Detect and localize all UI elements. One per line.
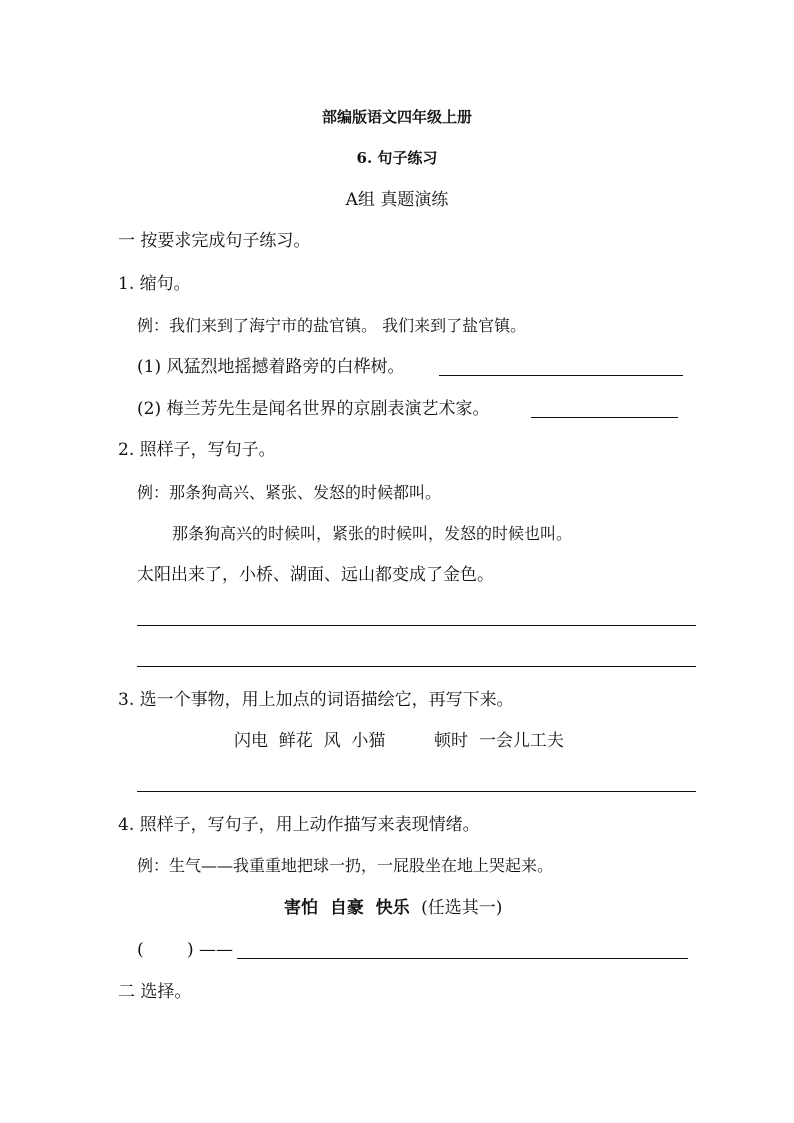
q1-item-1: (1) 风猛烈地摇撼着路旁的白桦树。 <box>137 357 405 377</box>
q1-title: 1. 缩句。 <box>118 274 191 294</box>
q2-title: 2. 照样子，写句子。 <box>118 440 276 460</box>
q3-answer-line[interactable] <box>137 791 696 792</box>
section2-heading: 二 选择。 <box>118 982 192 1002</box>
q2-example-line1: 例：那条狗高兴、紧张、发怒的时候都叫。 <box>137 483 442 502</box>
q2-prompt: 太阳出来了，小桥、湖面、远山都变成了金色。 <box>137 565 494 585</box>
q4-answer-open-paren: ( <box>137 940 144 960</box>
q4-emotion-words: 害怕 自豪 快乐 <box>284 898 410 918</box>
q1-item-2: (2) 梅兰芳先生是闻名世界的京剧表演艺术家。 <box>137 399 490 419</box>
q3-title: 3. 选一个事物，用上加点的词语描绘它，再写下来。 <box>118 690 514 710</box>
group-title: A组 真题演练 <box>345 190 449 210</box>
q1-item-2-answer-line[interactable] <box>531 417 678 418</box>
q2-answer-line-2[interactable] <box>137 666 696 667</box>
book-title: 部编版语文四年级上册 <box>321 108 472 126</box>
q4-choice-note: (任选其一) <box>421 898 503 918</box>
q1-item-1-answer-line[interactable] <box>439 375 683 376</box>
q3-words: 闪电 鲜花 风 小猫 顿时 一会儿工夫 <box>234 731 564 751</box>
section1-heading: 一 按要求完成句子练习。 <box>118 231 311 251</box>
q4-title: 4. 照样子，写句子，用上动作描写来表现情绪。 <box>118 815 480 835</box>
q2-example-line2: 那条狗高兴的时候叫，紧张的时候叫，发怒的时候也叫。 <box>172 524 573 543</box>
q2-answer-line-1[interactable] <box>137 625 696 626</box>
q1-example: 例：我们来到了海宁市的盐官镇。 我们来到了盐官镇。 <box>137 316 527 335</box>
lesson-title: 6. 句子练习 <box>356 149 438 167</box>
q4-emotions <box>284 900 502 917</box>
q4-answer-line[interactable] <box>237 958 688 959</box>
q4-answer-close-paren: ) —— <box>187 940 234 960</box>
q4-example: 例：生气——我重重地把球一扔，一屁股坐在地上哭起来。 <box>137 856 554 875</box>
